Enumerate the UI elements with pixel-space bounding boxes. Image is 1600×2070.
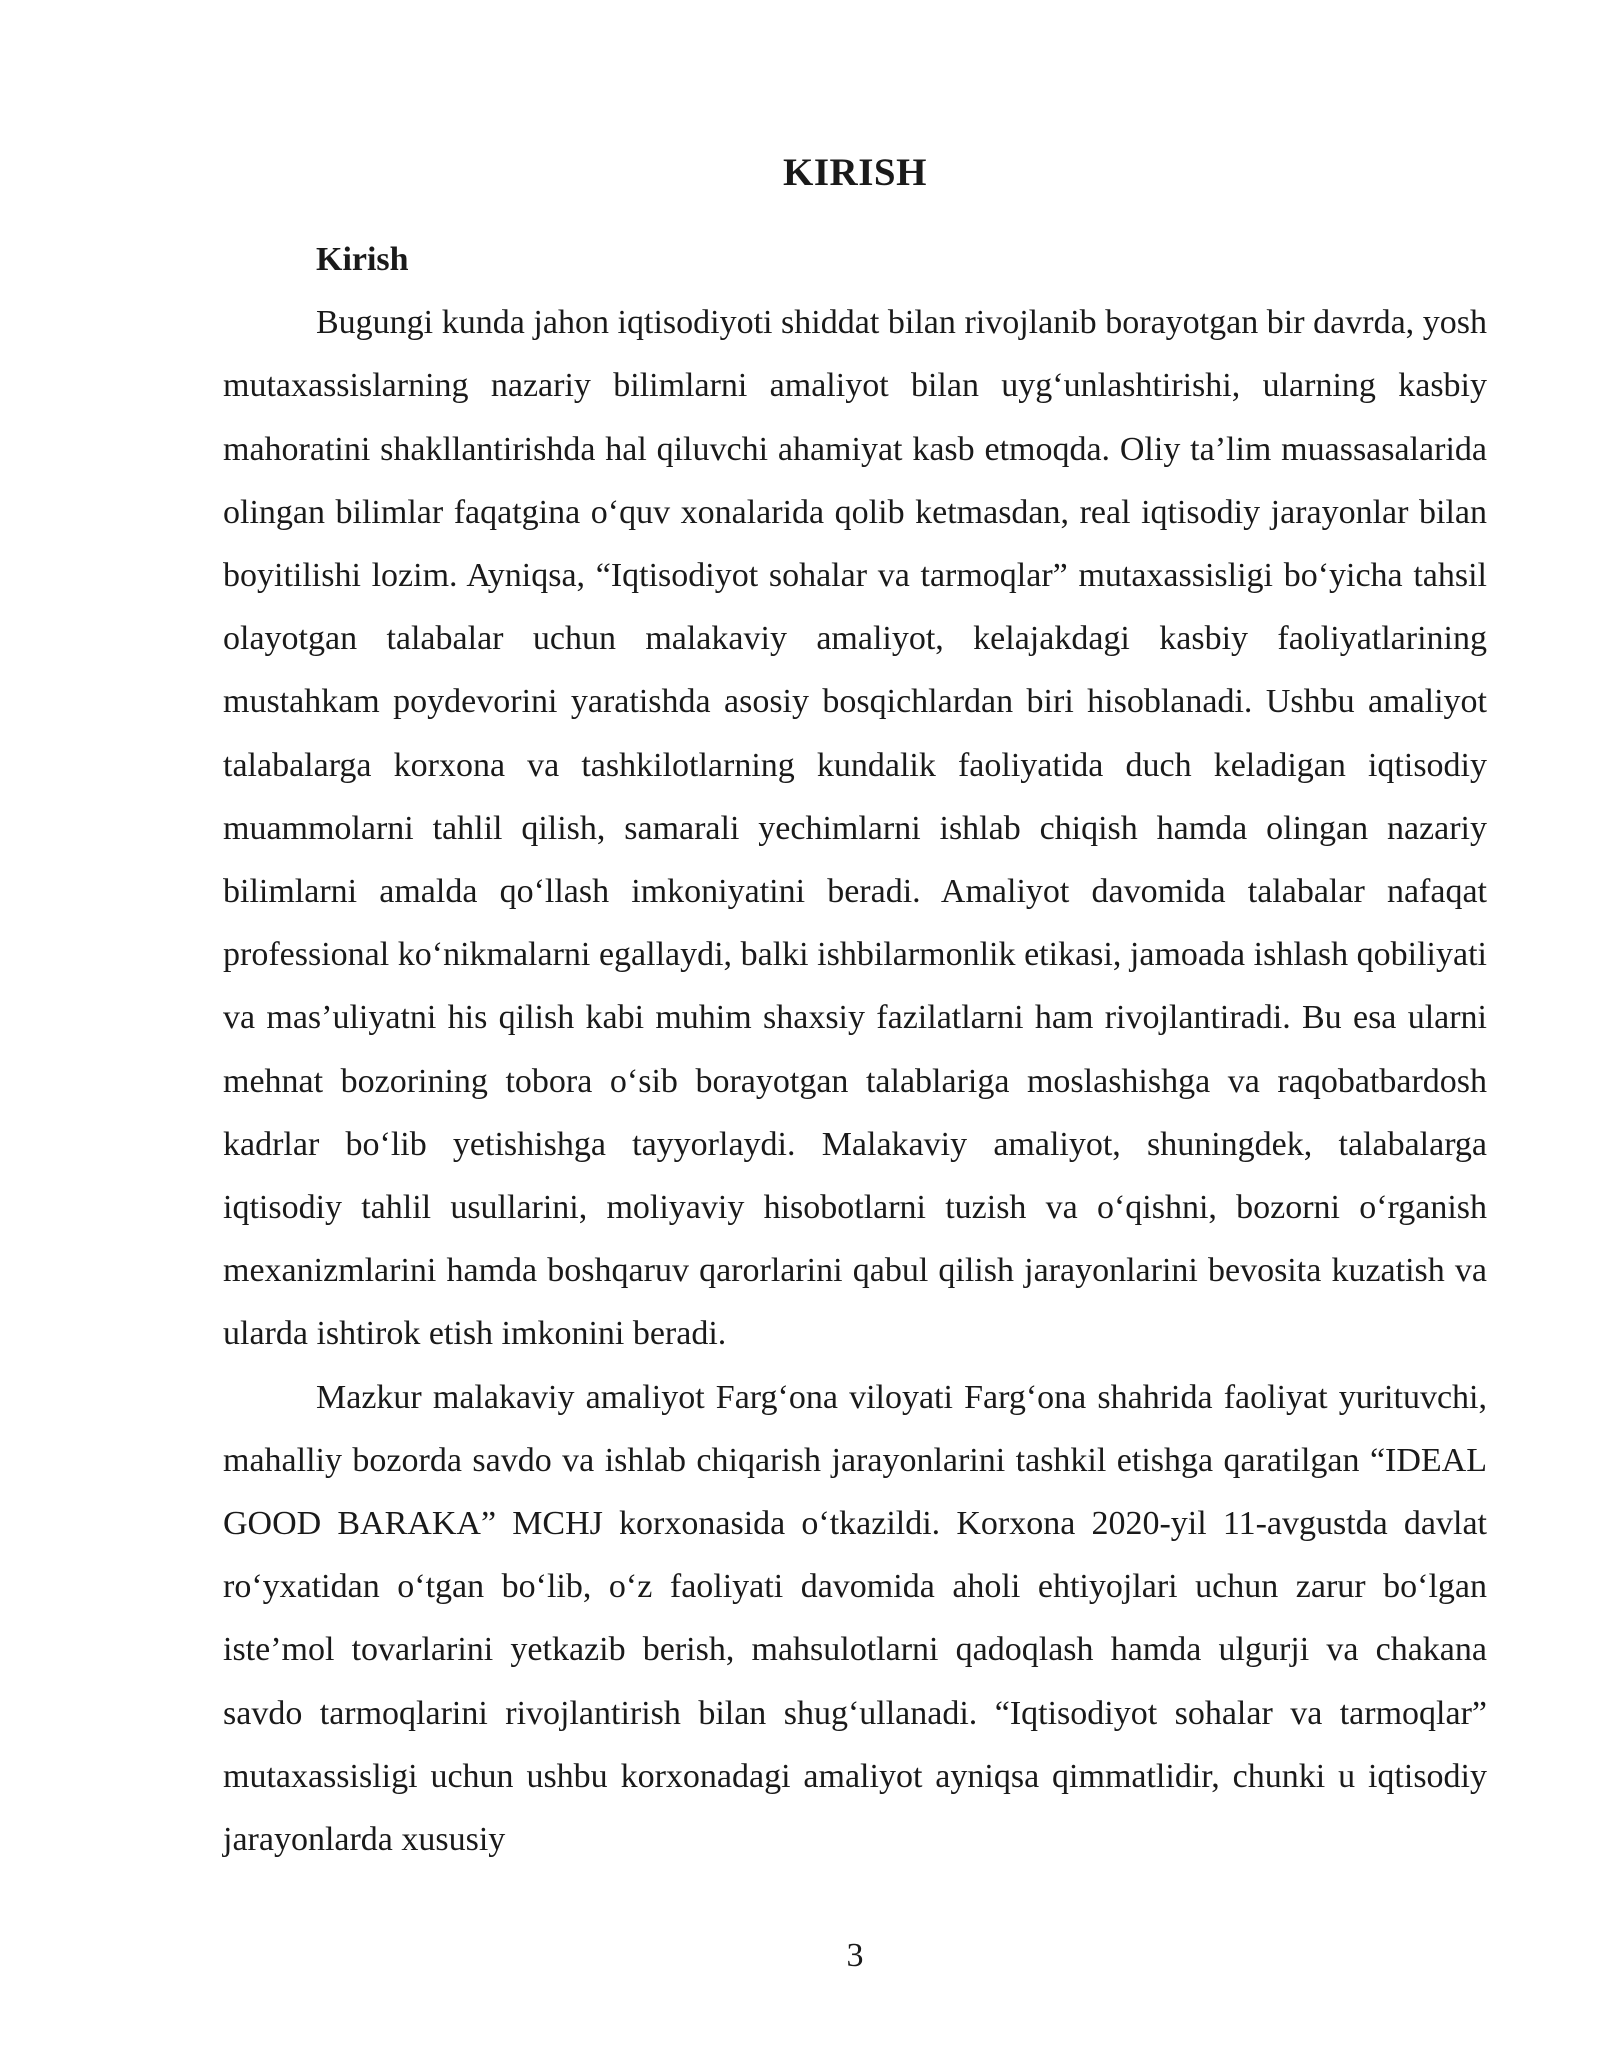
section-subheading: Kirish — [316, 241, 409, 278]
page-title: KIRISH — [783, 151, 927, 194]
paragraph-2: Mazkur malakaviy amaliyot Farg‘ona viloyati Farg‘ona shahrida faoliyat yurituvchi, mahalliy bozorda savdo va ishlab chiqarish jarayonlarini tashkil etishga qaratilgan “IDEAL GOOD BARAKA” MCHJ korxonasida o‘tkazildi. Korxona 2020-yil 11-avgustda davlat ro‘yxatidan o‘tgan bo‘lib, o‘z faoliyati davomida aholi ehtiyojlari uchun zarur bo‘lgan iste’mol tovarlarini yetkazib berish, mahsulotlarni qadoqlash hamda ulgurji va chakana savdo tarmoqlarini rivojlantirish bilan shug‘ullanadi. “Iqtisodiyot sohalar va tarmoqlar” mutaxassisligi uchun ushbu korxonadagi amaliyot ayniqsa qimmatlidir, chunki u iqtisodiy jarayonlarda xususiy — [223, 1378, 1487, 1859]
page-number: 3 — [846, 1937, 864, 1974]
document-body — [223, 228, 1487, 1871]
paragraph-1: Bugungi kunda jahon iqtisodiyoti shiddat bilan rivojlanib borayotgan bir davrda, yosh mutaxassislarning nazariy bilimlarni amaliyot bilan uyg‘unlashtirishi, ularning kasbiy mahoratini shakllantirishda hal qiluvchi ahamiyat kasb etmoqda. Oliy ta’lim muassasalarida olingan bilimlar faqatgina o‘quv xonalarida qolib ketmasdan, real iqtisodiy jarayonlar bilan boyitilishi lozim. Ayniqsa, “Iqtisodiyot sohalar va tarmoqlar” mutaxassisligi bo‘yicha tahsil olayotgan talabalar uchun malakaviy amaliyot, kelajakdagi kasbiy faoliyatlarining mustahkam poydevorini yaratishda asosiy bosqichlardan biri hisoblanadi. Ushbu amaliyot talabalarga korxona va tashkilotlarning kundalik faoliyatida duch keladigan iqtisodiy muammolarni tahlil qilish, samarali yechimlarni ishlab chiqish hamda olingan nazariy bilimlarni amalda qo‘llash imkoniyatini beradi. Amaliyot davomida talabalar nafaqat professional ko‘nikmalarni egallaydi, balki ishbilarmonlik etikasi, jamoada ishlash qobiliyati va mas’uliyatni his qilish kabi muhim shaxsiy fazilatlarni ham rivojlantiradi. Bu esa ularni mehnat bozorining tobora o‘sib borayotgan talablariga moslashishga va raqobatbardosh kadrlar bo‘lib yetishishga tayyorlaydi. Malakaviy amaliyot, shuningdek, talabalarga iqtisodiy tahlil usullarini, moliyaviy hisobotlarni tuzish va o‘qishni, bozorni o‘rganish mexanizmlarini hamda boshqaruv qarorlarini qabul qilish jarayonlarini bevosita kuzatish va ularda ishtirok etish imkonini beradi. — [223, 304, 1487, 1353]
